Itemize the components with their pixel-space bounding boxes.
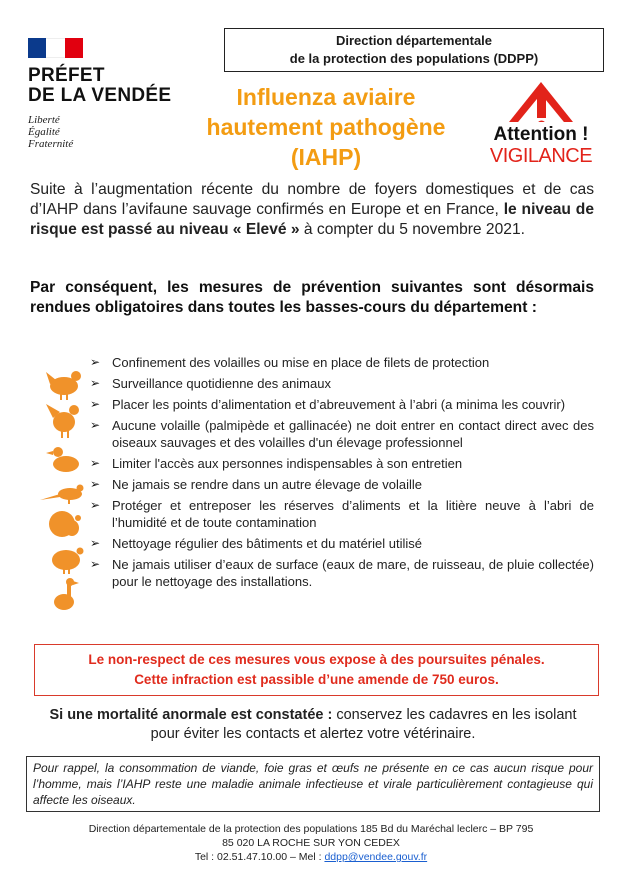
intro-text-2: à compter du 5 novembre 2021.: [299, 221, 525, 238]
intro-risk-level: le niveau de risque est passé au niveau « Elevé »: [30, 201, 594, 238]
poultry-illustrations: [40, 364, 90, 614]
list-item: [90, 396, 594, 413]
agency-line-1: Direction départementale: [335, 33, 493, 48]
arrow-bullet-icon: ➢: [90, 355, 101, 369]
pheasant-icon: [40, 485, 84, 505]
list-item: [90, 455, 594, 472]
arrow-bullet-icon: ➢: [90, 376, 101, 390]
arrow-bullet-icon: ➢: [90, 498, 101, 512]
guinea-fowl-icon: [52, 548, 84, 575]
page-title: [180, 82, 472, 172]
list-item: [90, 556, 594, 590]
footer-contact: [30, 822, 592, 864]
title-line-2: hautement pathogène: [206, 114, 446, 140]
chicken-icon: [46, 371, 81, 400]
arrow-bullet-icon: ➢: [90, 397, 101, 411]
prevention-measures-list: [90, 354, 594, 594]
measure-text: Ne jamais utiliser d’eaux de surface (eaux de mare, de ruisseau, de pluie collectée) pour le nettoyage des installations.: [112, 557, 594, 589]
sign-vigilance-text: VIGILANCE: [489, 145, 593, 167]
title-line-3: (IAHP): [290, 144, 362, 170]
measure-text: Placer les points d’alimentation et d’abreuvement à l’abri (a minima les couvrir): [112, 397, 566, 412]
list-item: [90, 375, 594, 392]
warning-line-2: Cette infraction est passible d’une amende de 750 euros.: [134, 672, 499, 687]
arrow-bullet-icon: ➢: [90, 456, 101, 470]
motto-liberte: Liberté: [28, 114, 60, 126]
turkey-icon: [49, 511, 81, 537]
arrow-bullet-icon: ➢: [90, 536, 101, 550]
measure-text: Limiter l'accès aux personnes indispensables à son entretien: [112, 456, 463, 471]
footer-phone: Tel : 02.51.47.10.00 – Mel :: [194, 851, 325, 863]
arrow-bullet-icon: ➢: [90, 557, 101, 571]
agency-line-2: de la protection des populations (DDPP): [289, 51, 539, 66]
measure-text: Protéger et entreposer les réserves d’aliments et la litière neuve à l’abri de l’humidité et de toute contamination: [112, 498, 594, 530]
attention-vigilance-sign: [485, 80, 597, 172]
title-line-1: Influenza aviaire: [236, 84, 416, 110]
footer-city: 85 020 LA ROCHE SUR YON CEDEX: [222, 837, 400, 849]
list-item: [90, 535, 594, 552]
penalty-warning-box: [34, 644, 599, 696]
duck-icon: [46, 447, 79, 472]
goose-icon: [54, 578, 79, 610]
footer-phone-mail: [30, 850, 592, 864]
marianne-flag-icon: [28, 38, 83, 58]
mortality-lead: Si une mortalité anormale est constatée :: [49, 707, 333, 723]
measure-text: Nettoyage régulier des bâtiments et du matériel utilisé: [112, 536, 422, 551]
motto-fraternite: Fraternité: [28, 138, 74, 150]
prefet-line-2: DE LA VENDÉE: [28, 85, 172, 106]
measure-text: Ne jamais se rendre dans un autre élevage de volaille: [112, 477, 423, 492]
agency-header-box: [224, 28, 604, 72]
list-item: [90, 354, 594, 371]
arrow-bullet-icon: ➢: [90, 418, 101, 432]
warning-line-1: Le non-respect de ces mesures vous expose à des poursuites pénales.: [88, 652, 545, 667]
list-item: [90, 417, 594, 451]
footer-address: Direction départementale de la protection des populations 185 Bd du Maréchal leclerc – BP 795: [88, 823, 534, 835]
measure-text: Aucune volaille (palmipède et gallinacée) ne doit entrer en contact direct avec des oiseaux sauvages et des volailles d'un élevage professionnel: [112, 418, 594, 450]
arrow-bullet-icon: ➢: [90, 477, 101, 491]
intro-text-1: Suite à l’augmentation récente du nombre de foyers domestiques et de cas d’IAHP dans l’avifaune sauvage confirmés en Europe et en France,: [30, 181, 594, 218]
republic-motto: [28, 114, 198, 150]
mortality-text: conservez les cadavres en les isolant pour éviter les contacts et alertez votre vétérinaire.: [150, 707, 577, 742]
prefet-title: [28, 66, 198, 106]
email-link[interactable]: ddpp@vendee.gouv.fr: [324, 851, 428, 863]
measure-text: Surveillance quotidienne des animaux: [112, 376, 331, 391]
rooster-icon: [46, 404, 79, 438]
consequence-paragraph: Par conséquent, les mesures de prévention suivantes sont désormais rendues obligatoires dans toutes les basses-cours du département :: [30, 279, 594, 316]
reminder-box: Pour rappel, la consommation de viande, foie gras et œufs ne présente en ce cas aucun risque pour l’homme, mais l’IAHP reste une maladie animale infectieuse et virale particulièrement contagieuse qui affecte les oiseaux.: [26, 756, 600, 812]
measure-text: Confinement des volailles ou mise en place de filets de protection: [112, 355, 490, 370]
prefet-line-1: PRÉFET: [28, 65, 105, 86]
mortality-instructions: [48, 706, 578, 744]
list-item: [90, 497, 594, 531]
motto-egalite: Égalité: [28, 126, 60, 138]
prefecture-logo: [28, 38, 198, 150]
list-item: [90, 476, 594, 493]
intro-paragraph: [30, 180, 594, 240]
sign-attention-text: Attention !: [493, 124, 589, 145]
